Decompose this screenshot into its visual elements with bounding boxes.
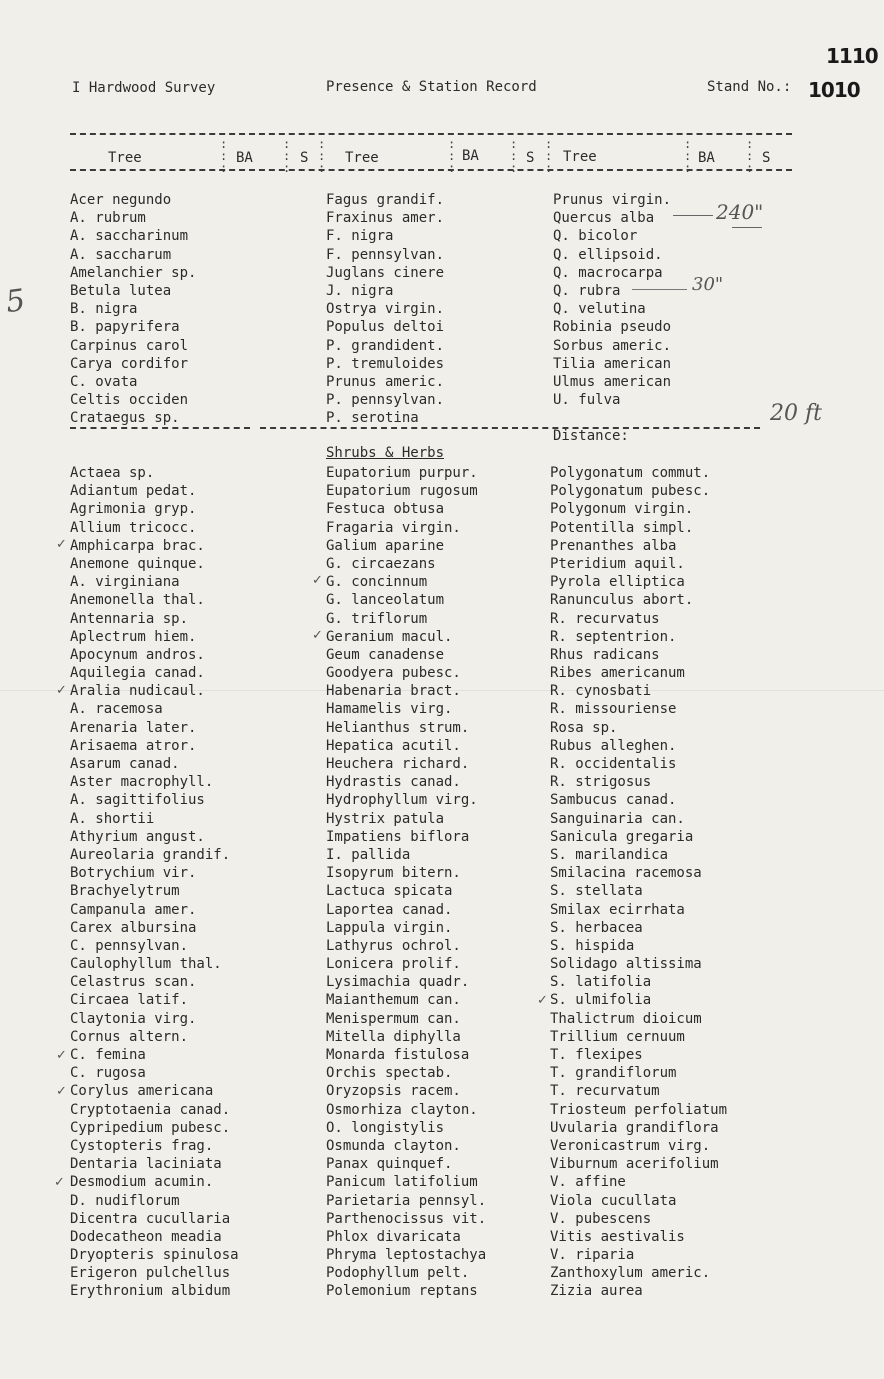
- species-entry: Phryma leptostachya: [326, 1247, 487, 1264]
- species-entry: Adiantum pedat.: [70, 483, 197, 500]
- species-entry: Trillium cernuum: [550, 1028, 685, 1045]
- species-entry: A. rubrum: [70, 210, 146, 227]
- species-entry: Apocynum andros.: [70, 646, 205, 663]
- species-entry: Zanthoxylum americ.: [550, 1265, 711, 1282]
- species-entry: Oryzopsis racem.: [326, 1083, 461, 1100]
- species-entry: Q. bicolor: [553, 228, 638, 245]
- species-entry: Fagus grandif.: [326, 192, 445, 208]
- species-entry: Polemonium reptans: [326, 1283, 478, 1300]
- species-entry: Habenaria bract.: [326, 683, 461, 700]
- species-entry: Allium tricocc.: [70, 519, 197, 536]
- species-entry: T. flexipes: [550, 1047, 643, 1063]
- species-entry: Goodyera pubesc.: [326, 665, 461, 682]
- species-entry: Actaea sp.: [70, 465, 155, 481]
- species-entry: G. concinnum: [326, 574, 428, 591]
- species-entry: Viburnum acerifolium: [550, 1156, 719, 1173]
- species-entry: Aster macrophyll.: [70, 774, 214, 791]
- stand-number: 1010: [808, 78, 860, 102]
- column-separator: : : :: [283, 137, 291, 175]
- species-entry: Antennaria sp.: [70, 610, 189, 627]
- species-entry: Cryptotaenia canad.: [70, 1101, 231, 1118]
- species-entry: Zizia aurea: [550, 1283, 643, 1300]
- species-entry: Lactuca spicata: [326, 883, 453, 900]
- species-entry: Dryopteris spinulosa: [70, 1247, 239, 1264]
- species-entry: O. longistylis: [326, 1119, 445, 1136]
- s-column-header: S: [300, 150, 309, 166]
- s-column-header: S: [526, 150, 535, 166]
- species-entry: Polygonum virgin.: [550, 501, 694, 518]
- species-entry: C. rugosa: [70, 1065, 146, 1082]
- species-entry: Hamamelis virg.: [326, 701, 453, 718]
- species-entry: C. pennsylvan.: [70, 937, 189, 954]
- checkmark-icon: ✓: [54, 1175, 65, 1190]
- species-entry: Ostrya virgin.: [326, 301, 445, 318]
- species-entry: Sanicula gregaria: [550, 828, 694, 845]
- species-entry: Isopyrum bitern.: [326, 865, 461, 882]
- species-entry: Prunus virgin.: [553, 192, 672, 208]
- tree-list-column-1: [70, 191, 196, 427]
- species-entry: Lappula virgin.: [326, 919, 453, 936]
- checkmark-icon: ✓: [56, 537, 67, 552]
- species-entry: Crataegus sp.: [70, 410, 180, 427]
- species-entry: Rubus alleghen.: [550, 737, 677, 754]
- species-entry: Arenaria later.: [70, 719, 197, 736]
- species-entry: Hydrastis canad.: [326, 774, 461, 791]
- species-entry: A. saccharum: [70, 246, 172, 263]
- species-entry: R. cynosbati: [550, 683, 652, 700]
- species-entry: Impatiens biflora: [326, 828, 470, 845]
- species-entry: R. occidentalis: [550, 756, 677, 772]
- species-entry: Sambucus canad.: [550, 792, 677, 809]
- species-entry: Arisaema atror.: [70, 737, 197, 754]
- species-entry: Pyrola elliptica: [550, 574, 685, 591]
- species-entry: Hystrix patula: [326, 810, 445, 827]
- herb-list-column-3: [550, 464, 727, 1301]
- species-entry: F. pennsylvan.: [326, 246, 445, 263]
- record-title: Presence & Station Record: [326, 79, 537, 95]
- species-entry: D. nudiflorum: [70, 1192, 180, 1209]
- species-entry: Smilax ecirrhata: [550, 901, 685, 918]
- species-entry: Laportea canad.: [326, 901, 453, 918]
- species-entry: Amphicarpa brac.: [70, 537, 205, 554]
- ba-column-header: BA: [462, 148, 479, 164]
- species-entry: Polygonatum commut.: [550, 465, 711, 481]
- species-entry: Lonicera prolif.: [326, 956, 461, 973]
- species-entry: Athyrium angust.: [70, 828, 205, 845]
- header-top-rule: [70, 133, 792, 135]
- species-entry: Desmodium acumin.: [70, 1174, 214, 1191]
- species-entry: J. nigra: [326, 282, 394, 299]
- species-entry: Triosteum perfoliatum: [550, 1101, 728, 1118]
- species-entry: R. septentrion.: [550, 628, 677, 645]
- tree-column-header: Tree: [108, 150, 142, 166]
- species-entry: Aquilegia canad.: [70, 665, 205, 682]
- column-separator: : : :: [448, 137, 456, 175]
- species-entry: Brachyelytrum: [70, 883, 180, 900]
- species-entry: G. circaezans: [326, 555, 436, 572]
- species-entry: C. ovata: [70, 373, 138, 390]
- species-entry: Dicentra cucullaria: [70, 1210, 231, 1227]
- species-entry: Parthenocissus vit.: [326, 1210, 487, 1227]
- species-entry: Agrimonia gryp.: [70, 501, 197, 518]
- stand-number-stamp: 1110: [826, 44, 878, 68]
- species-entry: Hydrophyllum virg.: [326, 792, 478, 809]
- species-entry: S. ulmifolia: [550, 992, 652, 1009]
- species-entry: Q. macrocarpa: [553, 264, 663, 281]
- species-entry: Aureolaria grandif.: [70, 846, 231, 863]
- species-entry: R. strigosus: [550, 774, 652, 791]
- tree-section-rule: [70, 427, 250, 429]
- species-entry: Phlox divaricata: [326, 1228, 461, 1245]
- species-entry: Q. ellipsoid.: [553, 246, 663, 263]
- species-entry: Carya cordifor: [70, 355, 189, 372]
- shrubs-herbs-title: Shrubs & Herbs: [326, 445, 445, 461]
- species-entry: Botrychium vir.: [70, 865, 197, 882]
- species-entry: C. femina: [70, 1047, 146, 1063]
- species-entry: R. missouriense: [550, 701, 677, 718]
- species-entry: P. grandident.: [326, 337, 445, 354]
- species-entry: Erigeron pulchellus: [70, 1265, 231, 1282]
- species-entry: Aplectrum hiem.: [70, 628, 197, 645]
- species-entry: Cystopteris frag.: [70, 1137, 214, 1154]
- column-separator: : : :: [220, 137, 228, 175]
- species-entry: Veronicastrum virg.: [550, 1137, 711, 1154]
- species-entry: Erythronium albidum: [70, 1283, 231, 1300]
- species-entry: Helianthus strum.: [326, 719, 470, 736]
- annotation-leader-line: [632, 289, 687, 290]
- species-entry: Acer negundo: [70, 192, 172, 208]
- column-separator: : : :: [746, 137, 754, 175]
- species-entry: S. hispida: [550, 937, 635, 954]
- species-entry: Vitis aestivalis: [550, 1228, 685, 1245]
- column-separator: : : :: [318, 137, 326, 175]
- species-entry: Tilia american: [553, 355, 672, 372]
- species-entry: Rhus radicans: [550, 646, 660, 663]
- species-entry: Celtis occiden: [70, 392, 189, 409]
- species-entry: Cypripedium pubesc.: [70, 1119, 231, 1136]
- species-entry: Monarda fistulosa: [326, 1047, 470, 1063]
- species-entry: Dentaria laciniata: [70, 1156, 222, 1173]
- species-entry: Hepatica acutil.: [326, 737, 461, 754]
- species-entry: V. pubescens: [550, 1210, 652, 1227]
- herb-list-column-2: [326, 464, 486, 1301]
- species-entry: Claytonia virg.: [70, 1010, 197, 1027]
- species-entry: S. herbacea: [550, 919, 643, 936]
- species-entry: G. triflorum: [326, 610, 428, 627]
- q-rubra-dbh-note: 30": [692, 274, 724, 295]
- species-entry: Carpinus carol: [70, 337, 189, 354]
- distance-label: Distance:: [553, 428, 629, 444]
- species-entry: V. riparia: [550, 1247, 635, 1264]
- species-entry: Asarum canad.: [70, 756, 180, 772]
- species-entry: Caulophyllum thal.: [70, 956, 222, 973]
- species-entry: Aralia nudicaul.: [70, 683, 205, 700]
- species-entry: Viola cucullata: [550, 1192, 677, 1209]
- species-entry: Ribes americanum: [550, 665, 685, 682]
- checkmark-icon: ✓: [56, 1084, 67, 1099]
- species-entry: I. pallida: [326, 846, 411, 863]
- column-separator: : : :: [545, 137, 553, 175]
- species-entry: Eupatorium purpur.: [326, 465, 478, 481]
- species-entry: Panax quinquef.: [326, 1156, 453, 1173]
- species-entry: Sorbus americ.: [553, 337, 672, 354]
- ba-column-header: BA: [236, 150, 253, 166]
- species-entry: Quercus alba: [553, 210, 655, 227]
- species-entry: Sanguinaria can.: [550, 810, 685, 827]
- species-entry: A. virginiana: [70, 574, 180, 591]
- species-entry: V. affine: [550, 1174, 626, 1191]
- species-entry: Betula lutea: [70, 282, 172, 299]
- species-entry: P. serotina: [326, 410, 419, 427]
- species-entry: Amelanchier sp.: [70, 264, 197, 281]
- quercus-alba-dbh-note: 240": [716, 200, 764, 224]
- species-entry: Populus deltoi: [326, 319, 445, 336]
- species-entry: F. nigra: [326, 228, 394, 245]
- species-entry: Ranunculus abort.: [550, 592, 694, 609]
- species-entry: T. recurvatum: [550, 1083, 660, 1100]
- annotation-underline: [732, 227, 762, 228]
- s-column-header: S: [762, 150, 771, 166]
- species-entry: Ulmus american: [553, 373, 672, 390]
- species-entry: Solidago altissima: [550, 956, 702, 973]
- species-entry: Potentilla simpl.: [550, 519, 694, 536]
- species-entry: Smilacina racemosa: [550, 865, 702, 882]
- species-entry: Maianthemum can.: [326, 992, 461, 1009]
- species-entry: Menispermum can.: [326, 1010, 461, 1027]
- herb-list-column-1: [70, 464, 239, 1301]
- checkmark-icon: ✓: [537, 993, 548, 1008]
- species-entry: Q. rubra: [553, 282, 621, 299]
- species-entry: A. racemosa: [70, 701, 163, 718]
- species-entry: Circaea latif.: [70, 992, 189, 1009]
- annotation-leader-line: [673, 215, 713, 216]
- species-entry: Parietaria pennsyl.: [326, 1192, 487, 1209]
- stand-number-label: Stand No.:: [707, 79, 792, 95]
- species-entry: Panicum latifolium: [326, 1174, 478, 1191]
- checkmark-icon: ✓: [312, 628, 323, 643]
- species-entry: Fraxinus amer.: [326, 210, 445, 227]
- margin-handwritten-number: 5: [3, 282, 28, 321]
- species-entry: Podophyllum pelt.: [326, 1265, 470, 1282]
- species-entry: B. papyrifera: [70, 319, 180, 336]
- species-entry: Uvularia grandiflora: [550, 1119, 719, 1136]
- species-entry: Festuca obtusa: [326, 501, 445, 518]
- species-entry: Pteridium aquil.: [550, 555, 685, 572]
- species-entry: Heuchera richard.: [326, 756, 470, 772]
- species-entry: Geranium macul.: [326, 628, 453, 645]
- species-entry: Dodecatheon meadia: [70, 1228, 222, 1245]
- ba-column-header: BA: [698, 150, 715, 166]
- species-entry: Cornus altern.: [70, 1028, 189, 1045]
- species-entry: Lysimachia quadr.: [326, 974, 470, 991]
- tree-list-column-3: [553, 191, 671, 409]
- species-entry: Campanula amer.: [70, 901, 197, 918]
- species-entry: Geum canadense: [326, 646, 445, 663]
- species-entry: Prenanthes alba: [550, 537, 677, 554]
- tree-list-column-2: [326, 191, 444, 427]
- species-entry: S. latifolia: [550, 974, 652, 991]
- species-entry: S. marilandica: [550, 846, 669, 863]
- species-entry: Orchis spectab.: [326, 1065, 453, 1082]
- species-entry: G. lanceolatum: [326, 592, 445, 609]
- species-entry: Osmorhiza clayton.: [326, 1101, 478, 1118]
- species-entry: Lathyrus ochrol.: [326, 937, 461, 954]
- species-entry: Q. velutina: [553, 301, 646, 318]
- species-entry: S. stellata: [550, 883, 643, 900]
- species-entry: Juglans cinere: [326, 264, 445, 281]
- tree-column-header: Tree: [345, 150, 379, 166]
- distance-handwritten-value: 20 ft: [770, 401, 822, 426]
- species-entry: Celastrus scan.: [70, 974, 197, 991]
- species-entry: R. recurvatus: [550, 610, 660, 627]
- species-entry: Corylus americana: [70, 1083, 214, 1100]
- species-entry: Prunus americ.: [326, 373, 445, 390]
- species-entry: Robinia pseudo: [553, 319, 672, 336]
- checkmark-icon: ✓: [56, 683, 67, 698]
- species-entry: Anemone quinque.: [70, 555, 205, 572]
- tree-section-rule: [260, 427, 760, 429]
- survey-title: I Hardwood Survey: [72, 80, 216, 96]
- species-entry: A. sagittifolius: [70, 792, 205, 809]
- species-entry: B. nigra: [70, 301, 138, 318]
- species-entry: Osmunda clayton.: [326, 1137, 461, 1154]
- species-entry: Galium aparine: [326, 537, 445, 554]
- column-separator: : : :: [510, 137, 518, 175]
- checkmark-icon: ✓: [312, 573, 323, 588]
- species-entry: U. fulva: [553, 392, 621, 409]
- species-entry: P. tremuloides: [326, 355, 445, 372]
- column-separator: : : :: [684, 137, 692, 175]
- tree-column-header: Tree: [563, 149, 597, 165]
- header-bottom-rule: [70, 169, 792, 171]
- species-entry: T. grandiflorum: [550, 1065, 677, 1082]
- species-entry: Eupatorium rugosum: [326, 483, 478, 500]
- species-entry: Carex albursina: [70, 919, 197, 936]
- species-entry: Thalictrum dioicum: [550, 1010, 702, 1027]
- species-entry: Fragaria virgin.: [326, 519, 461, 536]
- species-entry: Anemonella thal.: [70, 592, 205, 609]
- species-entry: A. shortii: [70, 810, 155, 827]
- species-entry: Rosa sp.: [550, 719, 618, 736]
- species-entry: P. pennsylvan.: [326, 392, 445, 409]
- species-entry: Polygonatum pubesc.: [550, 483, 711, 500]
- checkmark-icon: ✓: [56, 1048, 67, 1063]
- species-entry: Mitella diphylla: [326, 1028, 461, 1045]
- species-entry: A. saccharinum: [70, 228, 189, 245]
